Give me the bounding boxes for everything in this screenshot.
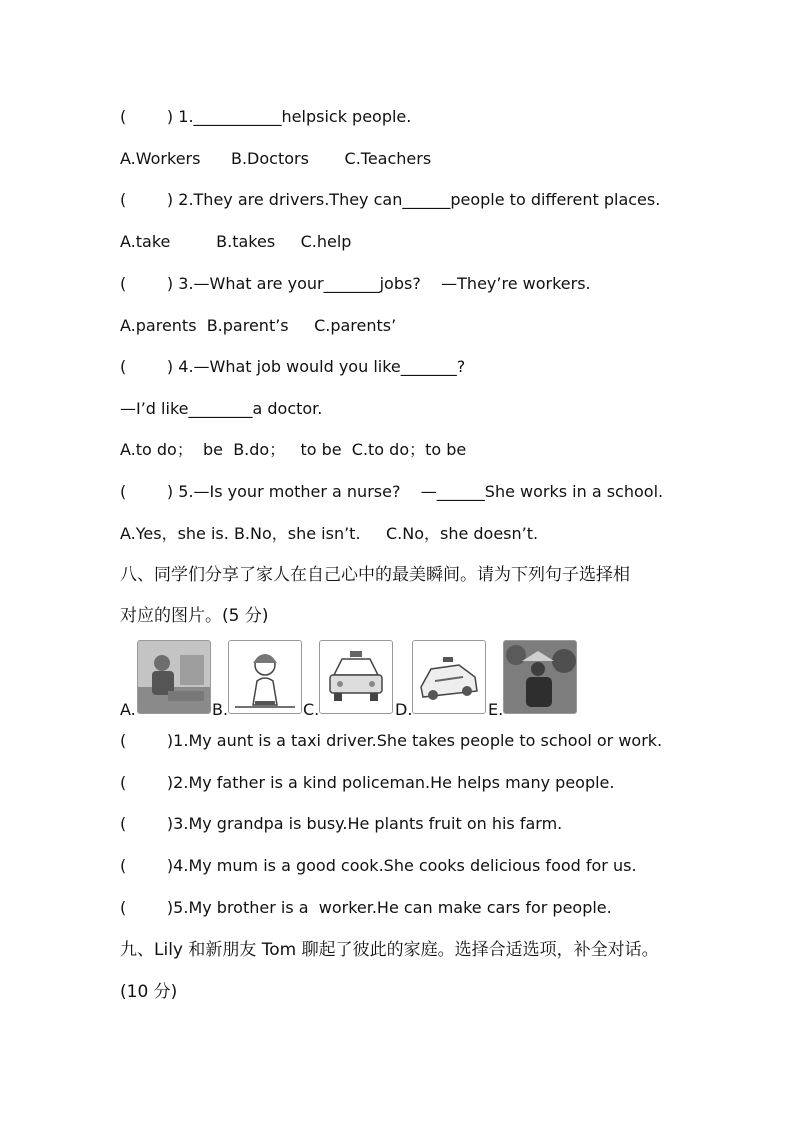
picture-options <box>120 638 600 718</box>
matching-item-2: ( )2.My father is a kind policeman.He helps many people. <box>120 773 615 792</box>
question-4: ( ) 4.—What job would you like_______? <box>120 357 466 376</box>
question-4-answer-line: —I’d like________a doctor. <box>120 399 323 418</box>
section-8-heading-line-2: 对应的图片。(5 分) <box>120 606 269 626</box>
picture-letter-c: C. <box>303 700 320 719</box>
police-car-icon <box>412 640 486 714</box>
matching-item-4: ( )4.My mum is a good cook.She cooks delicious food for us. <box>120 856 637 875</box>
farmer-photo-icon <box>503 640 577 714</box>
question-5-options: A.Yes，she is. B.No，she isn’t. C.No，she doesn’t. <box>120 524 539 543</box>
cook-girl-icon <box>228 640 302 714</box>
picture-letter-a: A. <box>120 700 136 719</box>
question-3-options: A.parents B.parent’s C.parents’ <box>120 316 397 335</box>
question-1: ( ) 1.___________helpsick people. <box>120 107 412 126</box>
question-3: ( ) 3.—What are your_______jobs? —They’re workers. <box>120 274 591 293</box>
question-2-options: A.take B.takes C.help <box>120 232 352 251</box>
picture-letter-b: B. <box>212 700 229 719</box>
question-5: ( ) 5.—Is your mother a nurse? —______She works in a school. <box>120 482 664 501</box>
matching-item-5: ( )5.My brother is a worker.He can make cars for people. <box>120 898 612 917</box>
matching-item-1: ( )1.My aunt is a taxi driver.She takes people to school or work. <box>120 731 663 750</box>
section-9-heading-line-1: 九、Lily 和新朋友 Tom 聊起了彼此的家庭。选择合适选项，补全对话。 <box>120 940 659 960</box>
question-2: ( ) 2.They are drivers.They can______people to different places. <box>120 190 661 209</box>
matching-item-3: ( )3.My grandpa is busy.He plants fruit on his farm. <box>120 814 563 833</box>
worker-photo-icon <box>137 640 211 714</box>
picture-letter-d: D. <box>395 700 413 719</box>
section-9-heading-line-2: (10 分) <box>120 982 178 1002</box>
picture-letter-e: E. <box>488 700 504 719</box>
question-4-options: A.to do； be B.do； to be C.to do；to be <box>120 440 467 459</box>
section-8-heading-line-1: 八、同学们分享了家人在自己心中的最美瞬间。请为下列句子选择相 <box>120 565 630 585</box>
taxi-icon <box>319 640 393 714</box>
question-1-options: A.Workers B.Doctors C.Teachers <box>120 149 432 168</box>
